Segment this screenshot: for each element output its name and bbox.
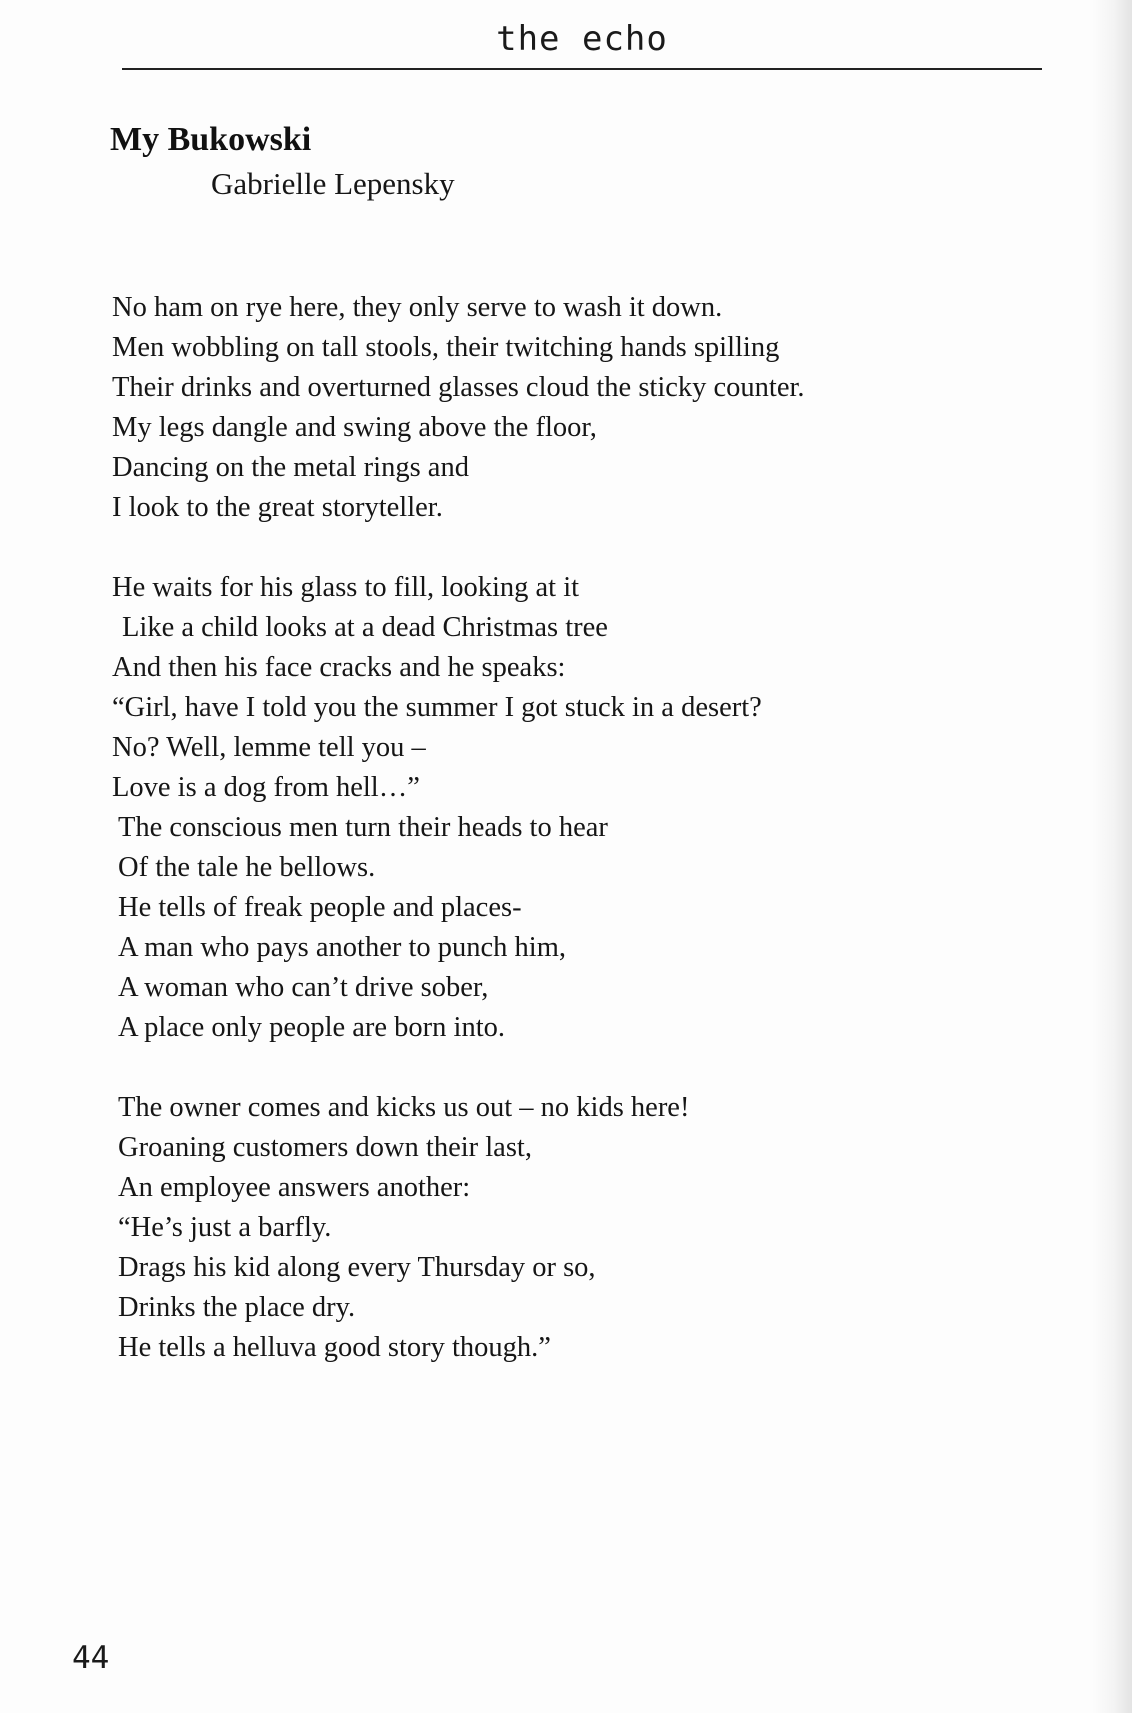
- stanza-2: [112, 568, 1012, 1048]
- poem-line: No ham on rye here, they only serve to wash it down.: [112, 292, 723, 323]
- poem-body: [112, 288, 1012, 1408]
- poem-line: Drags his kid along every Thursday or so,: [118, 1252, 596, 1283]
- stanza-3: [112, 1088, 1012, 1368]
- poem-line: A man who pays another to punch him,: [118, 932, 567, 963]
- poem-author: Gabrielle Lepensky: [211, 166, 455, 201]
- poem-line: Drinks the place dry.: [118, 1292, 356, 1323]
- poem-line: He waits for his glass to fill, looking at it: [112, 572, 580, 603]
- stanza-1: [112, 288, 1012, 528]
- poem-line: An employee answers another:: [118, 1172, 471, 1203]
- poem-line: The conscious men turn their heads to hear: [118, 812, 608, 843]
- poem-line: And then his face cracks and he speaks:: [112, 652, 566, 683]
- poem-line: Like a child looks at a dead Christmas tree: [122, 612, 608, 643]
- poem-line: No? Well, lemme tell you –: [112, 732, 426, 763]
- poem-title: My Bukowski: [110, 121, 312, 158]
- poem-line: Dancing on the metal rings and: [112, 452, 469, 483]
- poem-line: A woman who can’t drive sober,: [118, 972, 489, 1003]
- poem-line: Men wobbling on tall stools, their twitching hands spilling: [112, 332, 780, 363]
- header-rule: [122, 68, 1042, 70]
- poem-line: Their drinks and overturned glasses cloud the sticky counter.: [112, 372, 805, 403]
- poem-line: He tells of freak people and places-: [118, 892, 522, 923]
- poem-line: “He’s just a barfly.: [118, 1212, 332, 1243]
- poem-line: Of the tale he bellows.: [118, 852, 376, 883]
- poem-line: Groaning customers down their last,: [118, 1132, 532, 1163]
- poem-line: Love is a dog from hell…”: [112, 772, 420, 803]
- poem-line: A place only people are born into.: [118, 1012, 506, 1043]
- poem-line: My legs dangle and swing above the floor,: [112, 412, 597, 443]
- page-binding-shadow: [1092, 0, 1132, 1713]
- poem-line: “Girl, have I told you the summer I got stuck in a desert?: [112, 692, 762, 723]
- page-header: [122, 14, 1042, 70]
- running-head: the echo: [496, 19, 668, 59]
- page-number: 44: [72, 1640, 110, 1676]
- poem-line: I look to the great storyteller.: [112, 492, 443, 523]
- poem-line: He tells a helluva good story though.”: [118, 1332, 551, 1363]
- poem-line: The owner comes and kicks us out – no kids here!: [118, 1092, 690, 1123]
